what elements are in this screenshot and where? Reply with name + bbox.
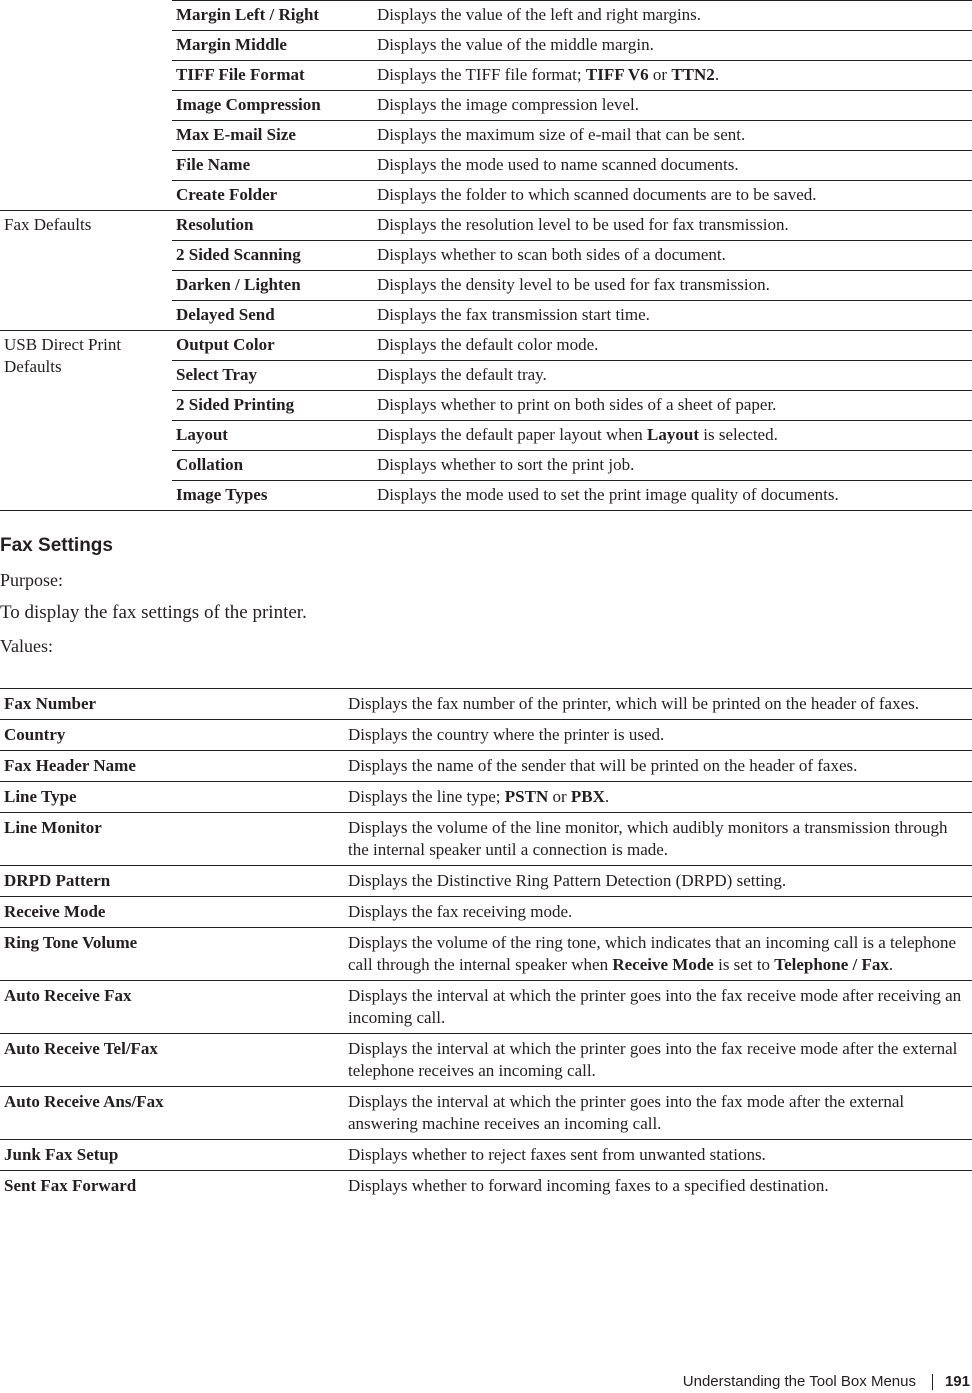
setting-description: Displays the Distinctive Ring Pattern Detection (DRPD) setting. xyxy=(344,866,972,897)
setting-name: Image Types xyxy=(172,481,373,511)
table-row xyxy=(0,331,972,361)
setting-name: Auto Receive Tel/Fax xyxy=(0,1034,344,1087)
setting-name: Junk Fax Setup xyxy=(0,1140,344,1171)
section-title: Fax Settings xyxy=(0,535,113,556)
setting-name: Fax Number xyxy=(0,689,344,720)
page-number: 191 xyxy=(944,1373,970,1390)
setting-description: Displays the interval at which the printer goes into the fax mode after the external answering machine receives an incoming call. xyxy=(344,1087,972,1140)
setting-description: Displays the density level to be used for fax transmission. xyxy=(373,271,972,301)
purpose-label: Purpose: xyxy=(0,570,63,590)
purpose-text: To display the fax settings of the printer. xyxy=(0,602,307,623)
setting-description: Displays the folder to which scanned documents are to be saved. xyxy=(373,181,972,211)
setting-description: Displays the volume of the line monitor, which audibly monitors a transmission through the internal speaker until a connection is made. xyxy=(344,813,972,866)
setting-description: Displays the default color mode. xyxy=(373,331,972,361)
table-row xyxy=(0,211,972,241)
setting-name: DRPD Pattern xyxy=(0,866,344,897)
group-label-usb-direct-print-defaults: USB Direct Print Defaults xyxy=(0,331,172,511)
table-row xyxy=(0,866,972,897)
setting-name: Margin Middle xyxy=(172,31,373,61)
setting-description: Displays whether to forward incoming faxes to a specified destination. xyxy=(348,1176,829,1195)
setting-name: Line Monitor xyxy=(0,813,344,866)
setting-name: Collation xyxy=(172,451,373,481)
setting-description: Displays the country where the printer is used. xyxy=(344,720,972,751)
setting-name: Max E-mail Size xyxy=(172,121,373,151)
table-row xyxy=(0,1,972,31)
setting-name: Create Folder xyxy=(172,181,373,211)
setting-description: Displays the interval at which the printer goes into the fax receive mode after receiving an incoming call. xyxy=(344,981,972,1034)
setting-description: Displays the fax number of the printer, which will be printed on the header of faxes. xyxy=(344,689,972,720)
setting-description: Displays the interval at which the printer goes into the fax receive mode after the external telephone receives an incoming call. xyxy=(344,1034,972,1087)
table-row xyxy=(0,782,972,813)
setting-description: Displays the default tray. xyxy=(373,361,972,391)
setting-name: Ring Tone Volume xyxy=(0,928,344,981)
setting-name: Country xyxy=(0,720,344,751)
setting-description: Displays the TIFF file format; TIFF V6 or TTN2. xyxy=(373,61,972,91)
table-row xyxy=(0,689,972,720)
table-row xyxy=(0,981,972,1034)
setting-name: Sent Fax Forward xyxy=(4,1176,137,1195)
table-row xyxy=(0,751,972,782)
setting-name: Output Color xyxy=(172,331,373,361)
table-row xyxy=(0,813,972,866)
setting-name: File Name xyxy=(172,151,373,181)
table-row xyxy=(0,1140,972,1171)
group-label-fax-defaults: Fax Defaults xyxy=(0,211,172,331)
setting-description: Displays the maximum size of e-mail that can be sent. xyxy=(373,121,972,151)
table-row xyxy=(0,720,972,751)
table-row xyxy=(0,1034,972,1087)
setting-description: Displays the value of the middle margin. xyxy=(373,31,972,61)
setting-name: Auto Receive Ans/Fax xyxy=(0,1087,344,1140)
table-row xyxy=(0,1171,972,1202)
values-label: Values: xyxy=(0,636,53,656)
setting-name: Select Tray xyxy=(172,361,373,391)
fax-settings-table xyxy=(0,688,972,1201)
setting-description: Displays the image compression level. xyxy=(373,91,972,121)
setting-description: Displays the mode used to set the print image quality of documents. xyxy=(373,481,972,511)
tool-box-settings-table xyxy=(0,0,972,511)
setting-description: Displays the fax receiving mode. xyxy=(344,897,972,928)
setting-description: Displays the volume of the ring tone, which indicates that an incoming call is a telephone call through the internal speaker when Receive Mode is set to Telephone / Fax. xyxy=(344,928,972,981)
table-row xyxy=(0,897,972,928)
setting-name: Delayed Send xyxy=(172,301,373,331)
footer-divider xyxy=(932,1374,933,1390)
setting-description: Displays the fax transmission start time. xyxy=(373,301,972,331)
table-row xyxy=(0,928,972,981)
setting-description: Displays the default paper layout when Layout is selected. xyxy=(373,421,972,451)
setting-description: Displays whether to sort the print job. xyxy=(373,451,972,481)
setting-name: Fax Header Name xyxy=(0,751,344,782)
setting-name: Auto Receive Fax xyxy=(0,981,344,1034)
setting-name: Receive Mode xyxy=(0,897,344,928)
setting-name: 2 Sided Printing xyxy=(172,391,373,421)
setting-name: 2 Sided Scanning xyxy=(172,241,373,271)
setting-name: Darken / Lighten xyxy=(172,271,373,301)
setting-description: Displays the name of the sender that will be printed on the header of faxes. xyxy=(344,751,972,782)
setting-name: Image Compression xyxy=(172,91,373,121)
setting-description: Displays the resolution level to be used for fax transmission. xyxy=(373,211,972,241)
setting-description: Displays the mode used to name scanned documents. xyxy=(373,151,972,181)
setting-name: Margin Left / Right xyxy=(172,1,373,31)
setting-name: Resolution xyxy=(172,211,373,241)
setting-description: Displays the line type; PSTN or PBX. xyxy=(344,782,972,813)
page-footer xyxy=(683,1373,970,1390)
footer-chapter-title: Understanding the Tool Box Menus xyxy=(682,1373,916,1390)
setting-name: Line Type xyxy=(0,782,344,813)
setting-name: TIFF File Format xyxy=(172,61,373,91)
setting-description: Displays whether to reject faxes sent from unwanted stations. xyxy=(344,1140,972,1171)
setting-name: Layout xyxy=(172,421,373,451)
group-cell-scan-continued xyxy=(0,1,172,211)
setting-description: Displays whether to print on both sides of a sheet of paper. xyxy=(373,391,972,421)
table-row xyxy=(0,1087,972,1140)
setting-description: Displays whether to scan both sides of a document. xyxy=(373,241,972,271)
setting-description: Displays the value of the left and right margins. xyxy=(373,1,972,31)
